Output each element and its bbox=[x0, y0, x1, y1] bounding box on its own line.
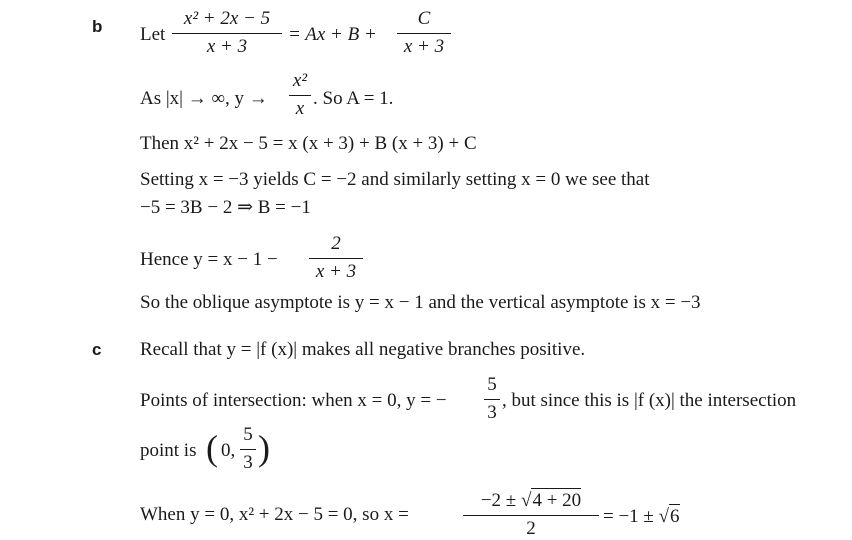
limit-suffix: . So A = 1. bbox=[313, 88, 394, 109]
setting-line-1: Setting x = −3 yields C = −2 and similarly setting x = 0 we see that bbox=[140, 169, 650, 190]
part-b-label: b bbox=[92, 17, 103, 36]
when-result-radicand: 6 bbox=[670, 506, 680, 527]
lhs-numerator: x² + 2x − 5 bbox=[172, 8, 282, 34]
point-is-label: point is bbox=[140, 440, 197, 461]
points-prefix: Points of intersection: when x = 0, y = − bbox=[140, 390, 447, 411]
rhs-denominator: x + 3 bbox=[403, 36, 445, 57]
rhs-numerator: C bbox=[397, 8, 451, 34]
lhs-fraction bbox=[172, 8, 282, 58]
point-x: 0, bbox=[221, 440, 236, 461]
quadratic-num-prefix: −2 ± bbox=[480, 490, 517, 511]
limit-denominator: x bbox=[295, 98, 305, 119]
quadratic-radicand: 4 + 20 bbox=[532, 490, 582, 511]
recall-line: Recall that y = |f (x)| makes all negative branches positive. bbox=[140, 339, 586, 360]
point-numerator: 5 bbox=[240, 424, 256, 450]
quadratic-fraction bbox=[463, 488, 599, 540]
rhs-fraction bbox=[397, 8, 451, 58]
hence-prefix: Hence y = x − 1 − bbox=[140, 249, 278, 270]
when-result: = −1 ± √6 bbox=[603, 506, 680, 527]
limit-numerator: x² bbox=[289, 70, 311, 96]
points-fraction bbox=[484, 374, 500, 424]
let-word: Let bbox=[140, 24, 166, 45]
quadratic-denominator: 2 bbox=[526, 518, 536, 539]
when-result-prefix: = −1 ± bbox=[603, 506, 654, 527]
open-paren: ( bbox=[206, 428, 218, 468]
point-fraction bbox=[240, 424, 256, 474]
part-c-label: c bbox=[92, 340, 102, 359]
points-suffix: , but since this is |f (x)| the intersection bbox=[502, 390, 797, 411]
limit-fraction bbox=[289, 70, 311, 120]
hence-numerator: 2 bbox=[309, 233, 363, 259]
asymptote-conclusion: So the oblique asymptote is y = x − 1 and the vertical asymptote is x = −3 bbox=[140, 292, 701, 313]
hence-denominator: x + 3 bbox=[315, 261, 357, 282]
points-numerator: 5 bbox=[484, 374, 500, 400]
lhs-denominator: x + 3 bbox=[206, 36, 248, 57]
rhs-middle: = Ax + B + bbox=[288, 24, 377, 45]
then-line: Then x² + 2x − 5 = x (x + 3) + B (x + 3) + C bbox=[140, 133, 477, 154]
limit-prefix: As |x| → ∞, y → bbox=[140, 88, 268, 109]
when-prefix: When y = 0, x² + 2x − 5 = 0, so x = bbox=[140, 504, 409, 525]
close-paren: ) bbox=[258, 428, 270, 468]
point-denominator: 3 bbox=[243, 452, 253, 473]
hence-fraction bbox=[309, 233, 363, 283]
quadratic-numerator: −2 ± √4 + 20 bbox=[463, 488, 599, 516]
points-denominator: 3 bbox=[487, 402, 497, 423]
setting-line-2: −5 = 3B − 2 ⇒ B = −1 bbox=[140, 197, 311, 218]
